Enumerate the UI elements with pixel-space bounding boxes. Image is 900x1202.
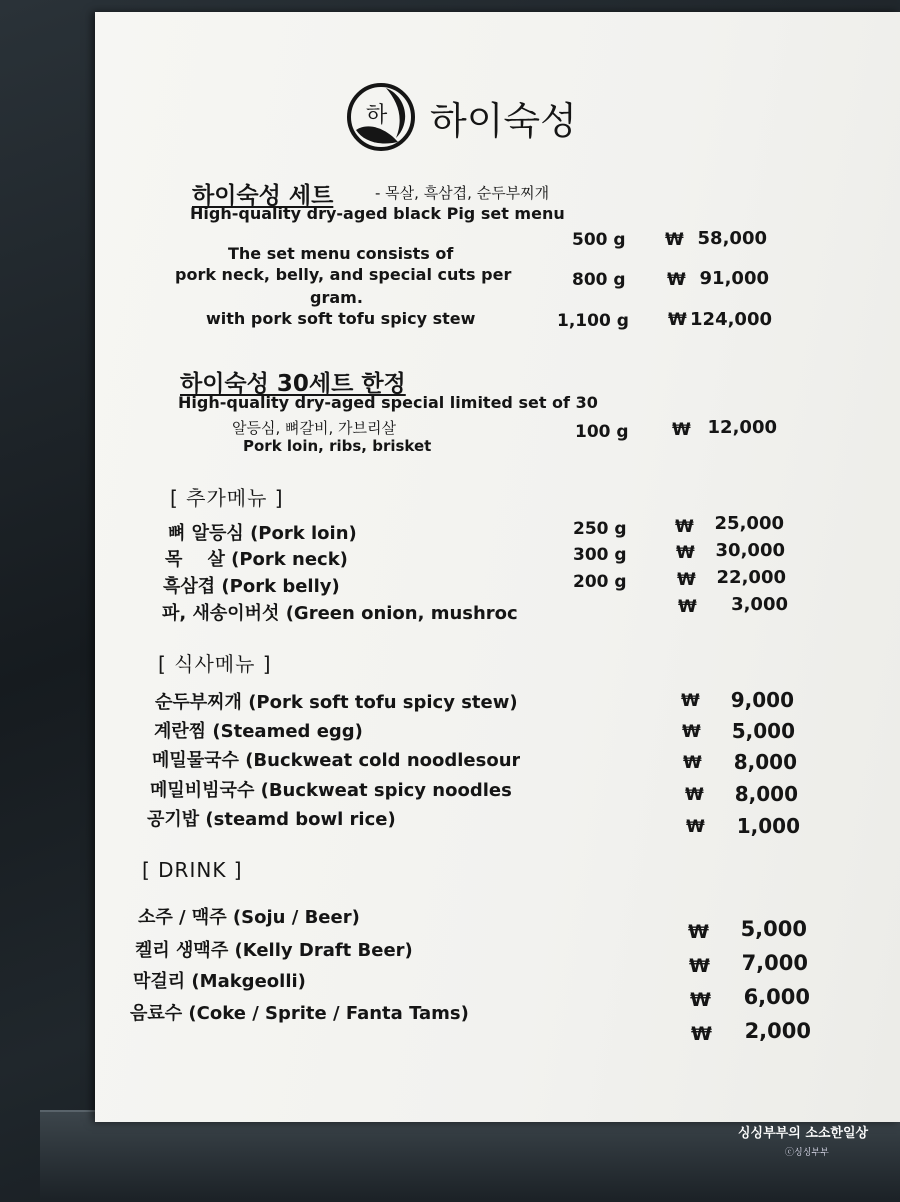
won-sign: ₩ xyxy=(682,722,701,742)
extra-item-4: 파, 새송이버섯 (Green onion, mushroc xyxy=(162,603,518,624)
meal-item-1: 순두부찌개 (Pork soft tofu spicy stew) xyxy=(155,692,518,713)
meal-price-5: 1,000 xyxy=(736,814,800,838)
won-sign: ₩ xyxy=(675,517,694,537)
extra-price-2: 30,000 xyxy=(715,540,785,561)
won-sign: ₩ xyxy=(689,955,710,977)
drink-price-4: 2,000 xyxy=(744,1019,811,1043)
limited-price: 12,000 xyxy=(707,417,777,438)
extra-price-4: 3,000 xyxy=(731,594,788,615)
won-sign: ₩ xyxy=(690,989,711,1011)
won-sign: ₩ xyxy=(667,270,686,290)
blog-watermark-sub: ⓒ싱싱부부 xyxy=(785,1148,829,1158)
meal-menu-title: [ 식사메뉴 ] xyxy=(158,652,272,676)
extra-item-3: 흑삼겹 (Pork belly) xyxy=(163,576,340,597)
extra-price-1: 25,000 xyxy=(714,513,784,534)
set-menu-subtitle: High-quality dry-aged black Pig set menu xyxy=(190,204,565,223)
extra-qty-3: 200 g xyxy=(573,572,627,592)
drink-price-1: 5,000 xyxy=(740,917,807,941)
menu-sheet xyxy=(95,12,900,1122)
meal-price-2: 5,000 xyxy=(731,719,795,743)
limited-item-kr: 알등심, 뼈갈비, 가브리살 xyxy=(232,419,396,437)
drink-item-4: 음료수 (Coke / Sprite / Fanta Tams) xyxy=(130,1003,469,1024)
set-price-2: 91,000 xyxy=(699,268,769,289)
won-sign: ₩ xyxy=(685,785,704,805)
meal-item-4: 메밀비빔국수 (Buckweat spicy noodles xyxy=(150,780,512,801)
set-qty-3: 1,100 g xyxy=(557,311,629,331)
blog-watermark: 싱싱부부의 소소한일상 xyxy=(738,1126,869,1141)
meal-price-3: 8,000 xyxy=(733,750,797,774)
extra-qty-1: 250 g xyxy=(573,519,627,539)
meal-item-2: 계란찜 (Steamed egg) xyxy=(154,721,363,742)
drink-item-3: 막걸리 (Makgeolli) xyxy=(133,971,306,992)
drink-item-1: 소주 / 맥주 (Soju / Beer) xyxy=(138,907,360,928)
won-sign: ₩ xyxy=(678,597,697,617)
won-sign: ₩ xyxy=(686,817,705,837)
set-menu-note: - 목살, 흑삼겹, 순두부찌개 xyxy=(375,184,550,202)
brand-name: 하이숙성 xyxy=(430,99,577,143)
drink-menu-title: [ DRINK ] xyxy=(142,858,243,882)
extra-price-3: 22,000 xyxy=(716,567,786,588)
extra-qty-2: 300 g xyxy=(573,545,627,565)
set-desc-line-3: gram. xyxy=(310,288,363,307)
meal-price-4: 8,000 xyxy=(734,782,798,806)
meal-price-1: 9,000 xyxy=(730,688,794,712)
limited-qty: 100 g xyxy=(575,422,629,442)
drink-price-3: 6,000 xyxy=(743,985,810,1009)
won-sign: ₩ xyxy=(668,310,687,330)
limited-set-title: 하이숙성 30세트 한정 xyxy=(180,371,406,397)
meal-item-3: 메밀물국수 (Buckweat cold noodlesour xyxy=(152,750,520,771)
set-price-3: 124,000 xyxy=(690,309,772,330)
drink-price-2: 7,000 xyxy=(741,951,808,975)
set-desc-line-1: The set menu consists of xyxy=(228,244,454,263)
set-menu-title: 하이숙성 세트 xyxy=(192,183,334,209)
won-sign: ₩ xyxy=(681,691,700,711)
set-desc-line-4: with pork soft tofu spicy stew xyxy=(206,309,476,328)
extra-menu-title: [ 추가메뉴 ] xyxy=(170,486,284,510)
set-qty-1: 500 g xyxy=(572,230,626,250)
won-sign: ₩ xyxy=(676,543,695,563)
set-desc-line-2: pork neck, belly, and special cuts per xyxy=(175,265,512,284)
won-sign: ₩ xyxy=(665,230,684,250)
limited-item-en: Pork loin, ribs, brisket xyxy=(243,437,432,455)
limited-set-subtitle: High-quality dry-aged special limited set of 30 xyxy=(178,393,598,412)
won-sign: ₩ xyxy=(677,570,696,590)
drink-item-2: 켈리 생맥주 (Kelly Draft Beer) xyxy=(135,940,413,961)
extra-item-1: 뼈 알등심 (Pork loin) xyxy=(168,523,357,544)
set-qty-2: 800 g xyxy=(572,270,626,290)
won-sign: ₩ xyxy=(672,420,691,440)
set-price-1: 58,000 xyxy=(697,228,767,249)
won-sign: ₩ xyxy=(691,1023,712,1045)
meal-item-5: 공기밥 (steamd bowl rice) xyxy=(147,809,396,830)
circle-leaf-logo-icon xyxy=(346,82,416,152)
logo-letter: 하 xyxy=(366,103,388,128)
won-sign: ₩ xyxy=(688,921,709,943)
extra-item-2: 목 살 (Pork neck) xyxy=(165,549,348,570)
won-sign: ₩ xyxy=(683,753,702,773)
